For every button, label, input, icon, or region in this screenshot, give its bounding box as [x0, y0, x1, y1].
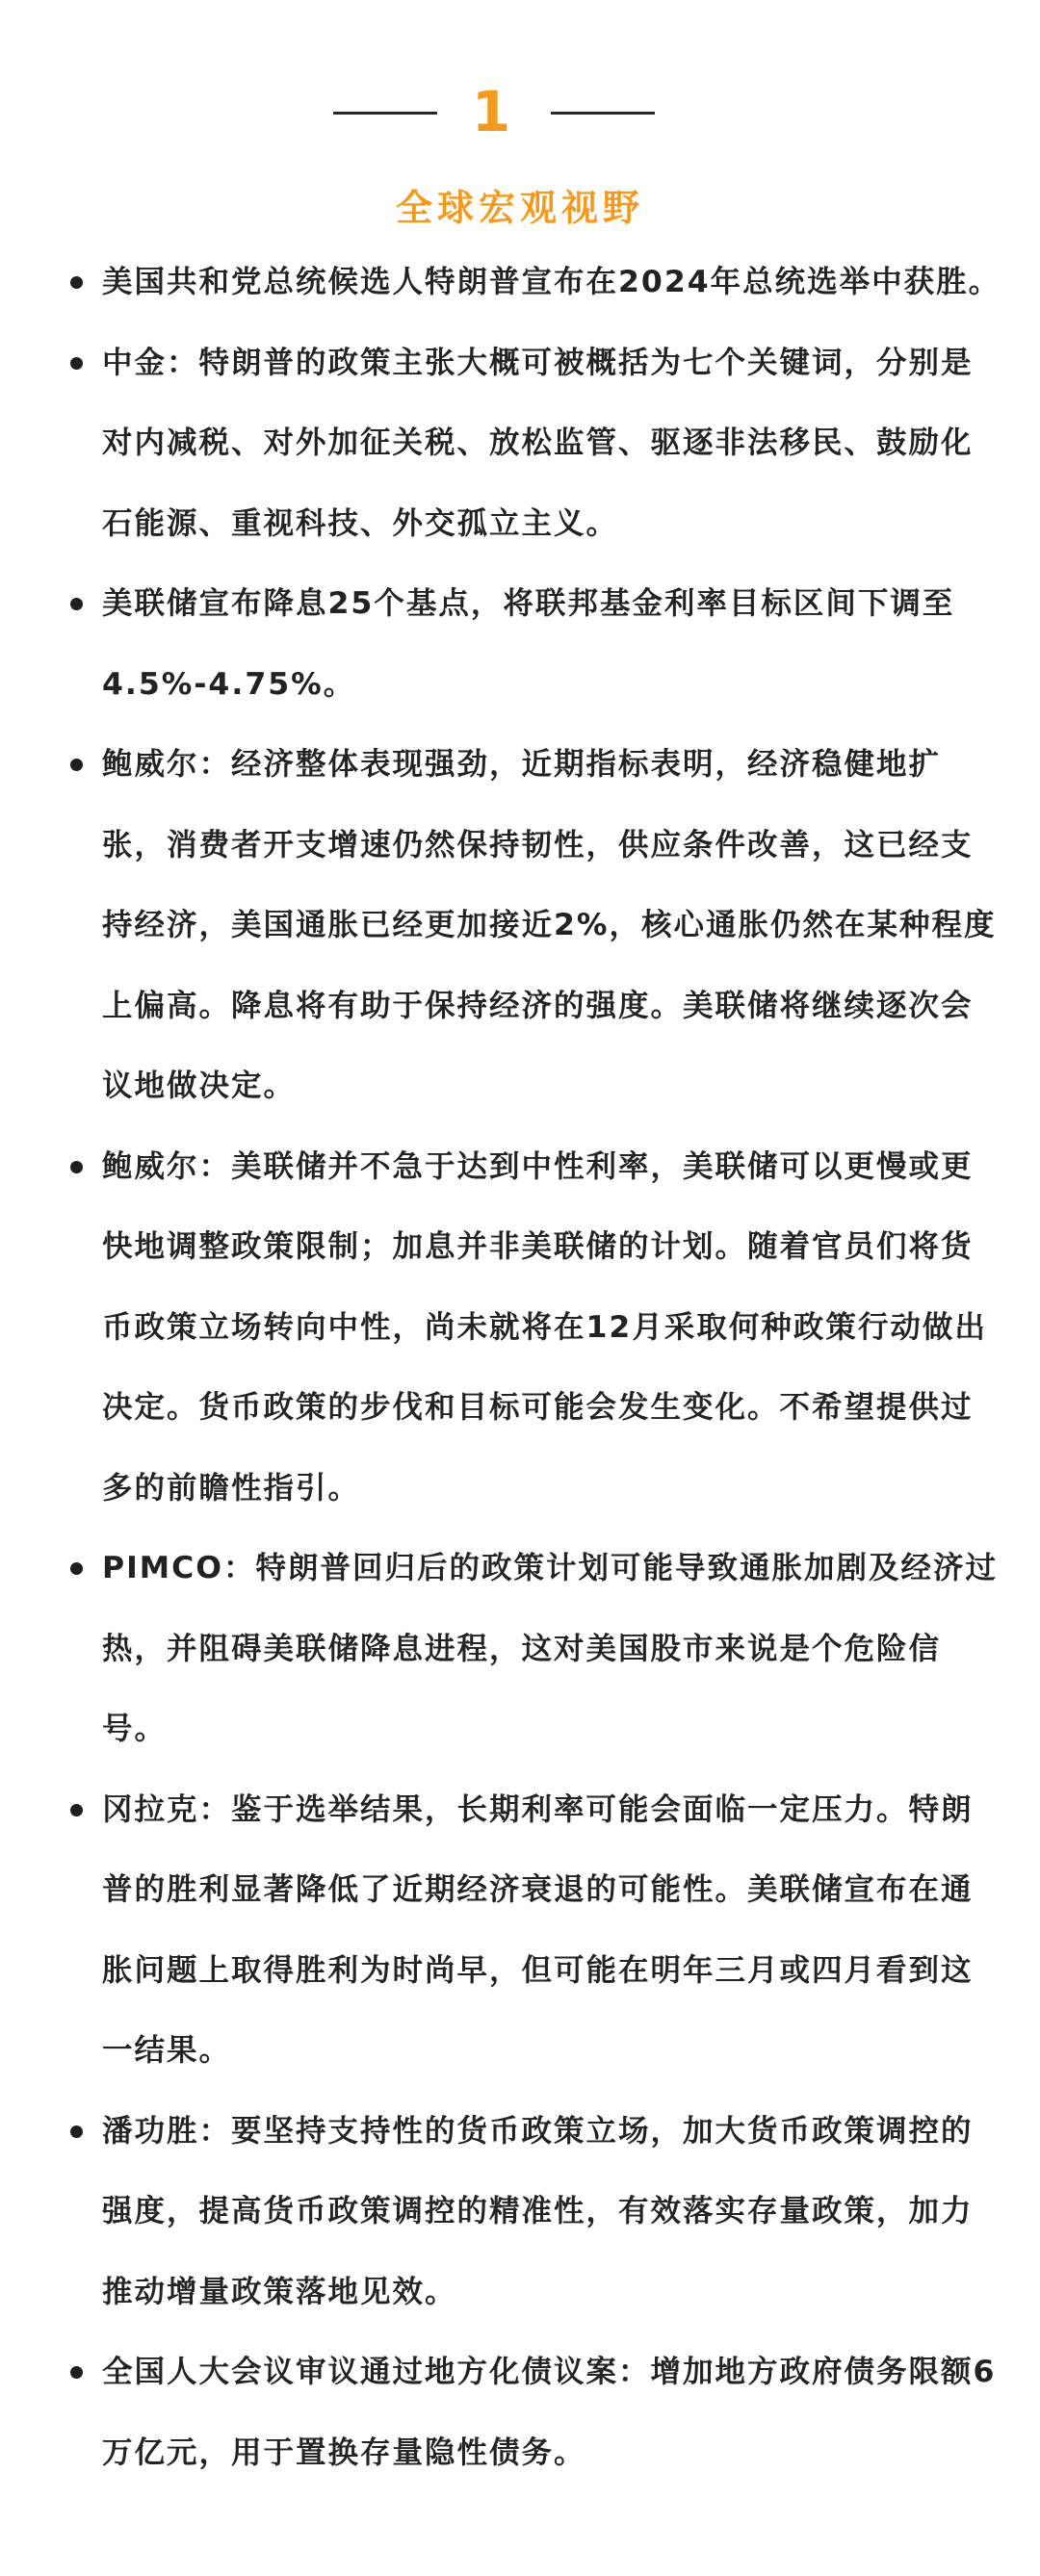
bullet-text: PIMCO：特朗普回归后的政策计划可能导致通胀加剧及经济过热，并阻碍美联储降息进程，这对美国股市来说是个危险信号。 — [102, 1551, 999, 1746]
bullet-dot-icon — [70, 1562, 83, 1575]
bullet-item-powell-neutral-rate — [67, 1127, 1001, 1530]
bullet-item-powell-economy — [67, 725, 1001, 1127]
bullet-text: 冈拉克：鉴于选举结果，长期利率可能会面临一定压力。特朗普的胜利显著降低了近期经济衰退的可能性。美联储宣布在通胀问题上取得胜利为时尚早，但可能在明年三月或四月看到这一结果。 — [102, 1791, 974, 2068]
bullet-dot-icon — [70, 759, 83, 771]
bullet-dot-icon — [70, 357, 83, 370]
section-number: 1 — [471, 79, 511, 144]
bullet-dot-icon — [70, 2366, 83, 2379]
bullet-item-trump-wins — [67, 243, 1001, 323]
bullet-item-cicc — [67, 323, 1001, 565]
bullet-dot-icon — [70, 598, 83, 610]
bullet-item-gundlach — [67, 1770, 1001, 2092]
bullet-item-npc-debt — [67, 2332, 1001, 2493]
bullet-dot-icon — [70, 1804, 83, 1816]
bullet-text: 鲍威尔：美联储并不急于达到中性利率，美联储可以更慢或更快地调整政策限制；加息并非美联储的计划。随着官员们将货币政策立场转向中性，尚未就将在12月采取何种政策行动做出决定。货币政策的步伐和目标可能会发生变化。不希望提供过多的前瞻性指引。 — [102, 1148, 987, 1506]
header-divider-left — [333, 112, 437, 115]
bullet-text: 美国共和党总统候选人特朗普宣布在2024年总统选举中获胜。 — [102, 265, 1001, 299]
bullet-text: 全国人大会议审议通过地方化债议案：增加地方政府债务限额6万亿元，用于置换存量隐性债务。 — [102, 2355, 997, 2470]
bullet-text: 中金：特朗普的政策主张大概可被概括为七个关键词，分别是对内减税、对外加征关税、放松监管、驱逐非法移民、鼓励化石能源、重视科技、外交孤立主义。 — [102, 345, 974, 541]
bullet-item-fed-cut — [67, 564, 1001, 725]
news-bullet-list — [67, 243, 1001, 2493]
header-divider-right — [551, 112, 655, 115]
section-title: 全球宏观视野 — [395, 187, 644, 229]
section-header — [0, 58, 1040, 241]
bullet-dot-icon — [70, 1161, 83, 1173]
bullet-dot-icon — [70, 2125, 83, 2138]
bullet-text: 美联储宣布降息25个基点，将联邦基金利率目标区间下调至4.5%-4.75%。 — [102, 586, 955, 702]
bullet-dot-icon — [70, 276, 83, 289]
bullet-text: 鲍威尔：经济整体表现强劲，近期指标表明，经济稳健地扩张，消费者开支增速仍然保持韧性，供应条件改善，这已经支持经济，美国通胀已经更加接近2%，核心通胀仍然在某种程度上偏高。降息将有助于保持经济的强度。美联储将继续逐次会议地做决定。 — [102, 747, 997, 1103]
bullet-text: 潘功胜：要坚持支持性的货币政策立场，加大货币政策调控的强度，提高货币政策调控的精准性，有效落实存量政策，加力推动增量政策落地见效。 — [102, 2113, 974, 2309]
bullet-item-pan-gongsheng — [67, 2092, 1001, 2333]
bullet-item-pimco — [67, 1529, 1001, 1770]
